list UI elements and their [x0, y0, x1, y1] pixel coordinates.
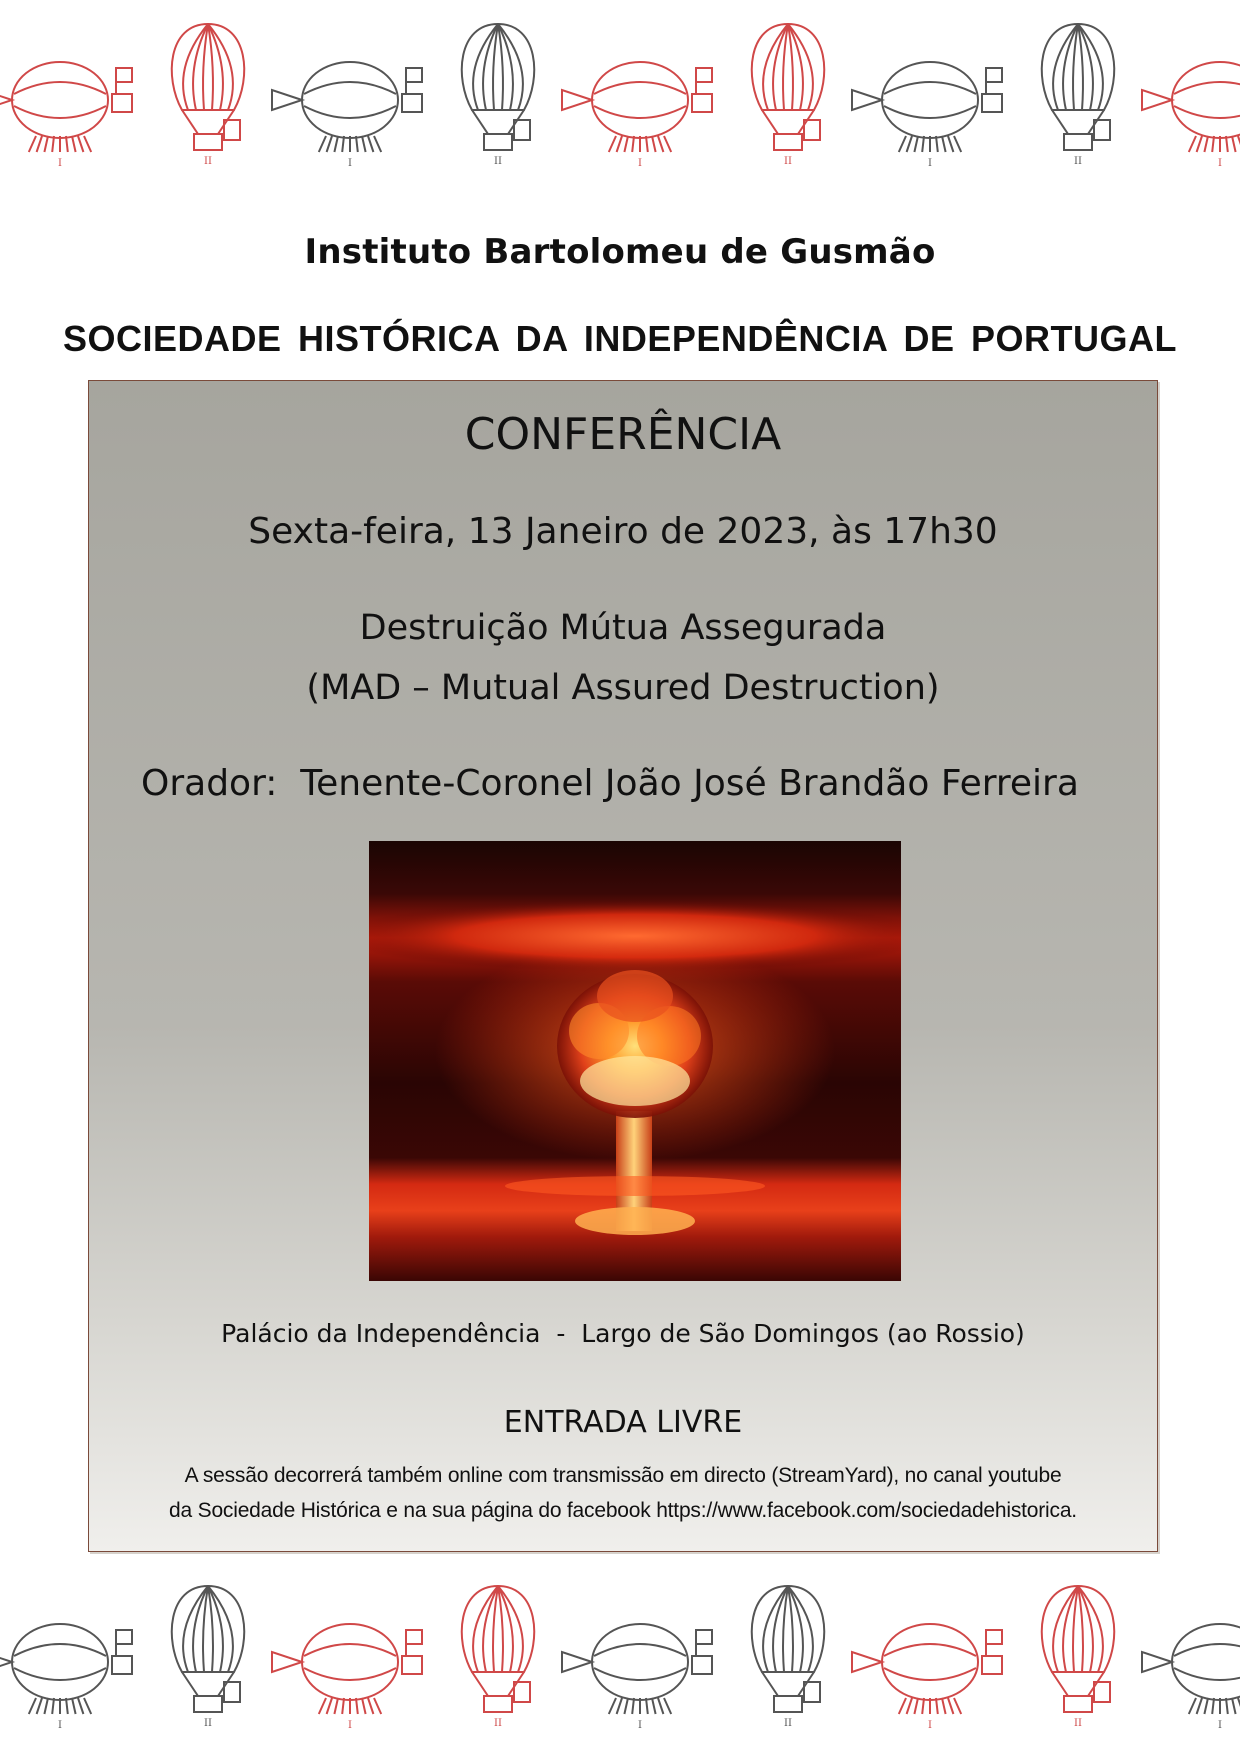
- event-venue: Palácio da Independência - Largo de São Domingos (ao Rossio): [221, 1319, 1025, 1348]
- roman-label-ii: II: [494, 156, 502, 167]
- event-panel: [88, 380, 1158, 1552]
- hot-air-balloon-icon: [172, 24, 244, 167]
- airship-flyer-icon: [562, 62, 712, 169]
- roman-label-ii: II: [494, 1718, 502, 1729]
- bottom-balloon-band: [0, 1558, 1240, 1754]
- balloon-pattern-top: [0, 0, 1240, 190]
- airship-flyer-icon: [1142, 1624, 1240, 1731]
- top-balloon-band: [0, 0, 1240, 190]
- roman-label-i: I: [58, 158, 62, 169]
- event-title-pt: Destruição Mútua Assegurada: [359, 608, 887, 648]
- online-note-line2: da Sociedade Histórica e na sua página do facebook https://www.facebook.com/sociedadehistorica.: [169, 1499, 1077, 1522]
- roman-label-i: I: [928, 158, 932, 169]
- roman-label-i: I: [928, 1720, 932, 1731]
- hot-air-balloon-icon: [752, 1586, 824, 1729]
- roman-label-i: I: [638, 1720, 642, 1731]
- airship-flyer-icon: [852, 1624, 1002, 1731]
- hot-air-balloon-icon: [172, 1586, 244, 1729]
- airship-flyer-icon: [272, 62, 422, 169]
- event-type: CONFERÊNCIA: [464, 409, 782, 460]
- roman-label-i: I: [1218, 1720, 1222, 1731]
- roman-label-i: I: [58, 1720, 62, 1731]
- roman-label-ii: II: [784, 1718, 792, 1729]
- hot-air-balloon-icon: [1042, 24, 1114, 167]
- roman-label-i: I: [348, 1720, 352, 1731]
- hot-air-balloon-icon: [752, 24, 824, 167]
- airship-flyer-icon: [0, 62, 132, 169]
- roman-label-ii: II: [204, 156, 212, 167]
- roman-label-ii: II: [204, 1718, 212, 1729]
- event-datetime: Sexta-feira, 13 Janeiro de 2023, às 17h30: [248, 511, 998, 552]
- hot-air-balloon-icon: [1042, 1586, 1114, 1729]
- event-title-en: (MAD – Mutual Assured Destruction): [306, 668, 940, 708]
- roman-label-ii: II: [784, 156, 792, 167]
- airship-flyer-icon: [0, 1624, 132, 1731]
- airship-flyer-icon: [272, 1624, 422, 1731]
- roman-label-ii: II: [1074, 156, 1082, 167]
- nuclear-explosion-image: [369, 841, 901, 1281]
- roman-label-i: I: [348, 158, 352, 169]
- roman-label-ii: II: [1074, 1718, 1082, 1729]
- society-name: SOCIEDADE HISTÓRICA DA INDEPENDÊNCIA DE PORTUGAL: [62, 318, 1178, 359]
- airship-flyer-icon: [1142, 62, 1240, 169]
- online-note-line1: A sessão decorrerá também online com transmissão em directo (StreamYard), no canal youtube: [184, 1464, 1062, 1487]
- roman-label-i: I: [1218, 158, 1222, 169]
- hot-air-balloon-icon: [462, 1586, 534, 1729]
- hot-air-balloon-icon: [462, 24, 534, 167]
- entry-free: ENTRADA LIVRE: [503, 1405, 743, 1440]
- institute-name: Instituto Bartolomeu de Gusmão: [304, 232, 936, 272]
- roman-label-i: I: [638, 158, 642, 169]
- airship-flyer-icon: [562, 1624, 712, 1731]
- event-speaker: Orador: Tenente-Coronel João José Brandão Ferreira: [141, 763, 1079, 804]
- balloon-pattern-bottom: [0, 1558, 1240, 1754]
- airship-flyer-icon: [852, 62, 1002, 169]
